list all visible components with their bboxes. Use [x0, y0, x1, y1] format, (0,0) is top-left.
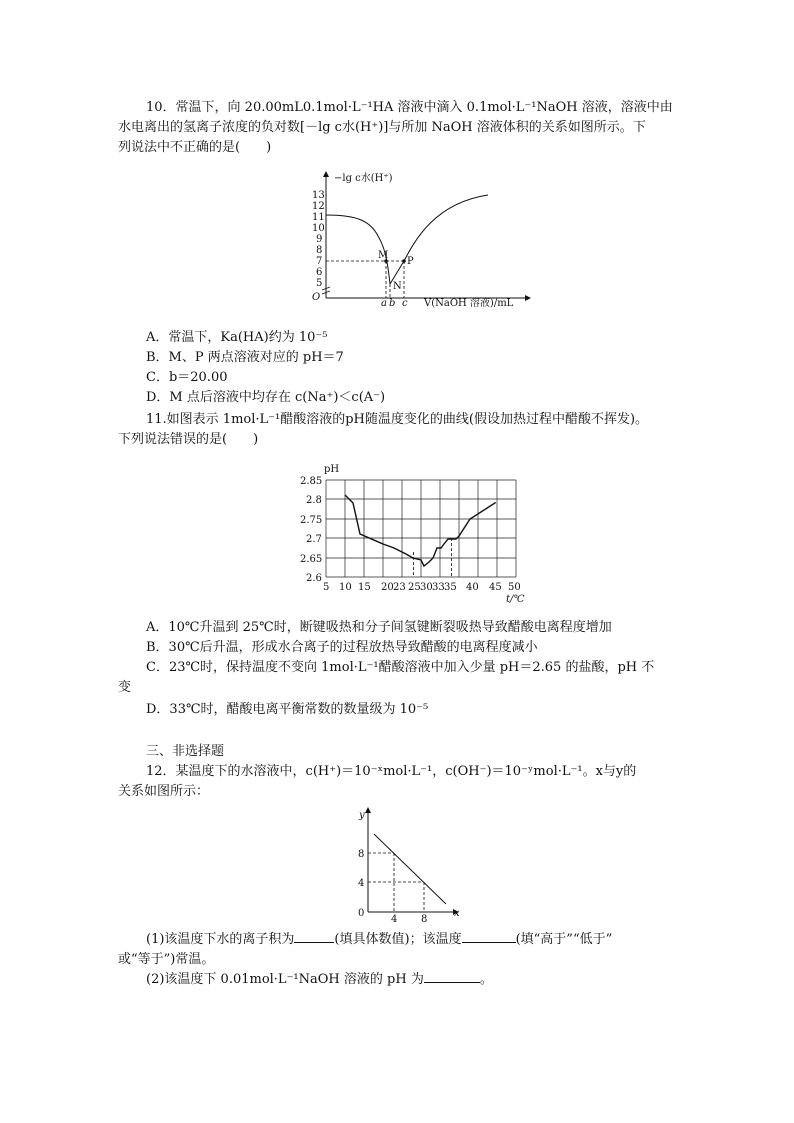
q10-option-c: C．b＝20.00 [146, 370, 228, 385]
label-p: P [407, 256, 414, 267]
q12-sub1-text-b: (填具体数值)；该温度 [334, 932, 462, 947]
q12-line1: 12．某温度下的水溶液中，c(H⁺)＝10⁻ˣmol·L⁻¹，c(OH⁻)＝10⁻ʸmol·L⁻¹。x与y的 [146, 764, 637, 779]
y-tick: 8 [358, 849, 365, 860]
label-n: N [393, 281, 402, 292]
q10-line2: 水电离出的氢离子浓度的负对数[－lg c水(H⁺)]与所加 NaOH 溶液体积的关系如图所示。下 [118, 120, 646, 135]
y-ticks [300, 476, 322, 584]
y-tick: 6 [316, 267, 323, 278]
y-tick: 9 [316, 234, 323, 245]
q12-sub2-text-b: 。 [479, 972, 493, 987]
y-tick: 4 [358, 878, 365, 889]
x-tick: 50 [508, 582, 521, 593]
xy-line [374, 834, 446, 904]
x-axis-label: x [454, 908, 460, 919]
titration-chart [300, 168, 540, 314]
ph-curve [345, 495, 495, 566]
q12-line2: 关系如图所示： [118, 784, 210, 799]
q11-option-c: C．23℃时，保持温度不变向 1mol·L⁻¹醋酸溶液中加入少量 pH＝2.65 的盐酸，pH 不 [146, 660, 655, 675]
q11-option-d: D．33℃时，醋酸电离平衡常数的数量级为 10⁻⁵ [146, 702, 429, 717]
curve-right [404, 195, 488, 261]
q11-line1: 11.如图表示 1mol·L⁻¹醋酸溶液的pH随温度变化的曲线(假设加热过程中醋酸不挥发)。 [146, 412, 649, 427]
answer-blank-ph[interactable] [424, 970, 480, 983]
q10-line1: 10．常温下，向 20.00mL0.1mol·L⁻¹HA 溶液中滴入 0.1mol·L⁻¹NaOH 溶液，溶液中由 [146, 100, 673, 115]
q12-sub2-line [146, 970, 493, 990]
y-tick: 13 [312, 190, 325, 201]
y-tick: 5 [316, 278, 323, 289]
answer-blank-temperature[interactable] [462, 930, 516, 943]
y-axis-label: y [359, 810, 365, 821]
y-axis-label: pH [324, 464, 340, 475]
q12-sub2-text-a: (2)该温度下 0.01mol·L⁻¹NaOH 溶液的 pH 为 [146, 972, 424, 987]
x-tick-a: a [381, 298, 387, 309]
y-tick: 2.75 [300, 515, 323, 526]
grid [326, 480, 516, 577]
origin-label: O [312, 292, 321, 303]
q12-sub1-cont: 或“等于”)常温。 [118, 952, 215, 967]
q10-option-d: D．M 点后溶液中均存在 c(Na⁺)＜c(A⁻) [146, 390, 386, 405]
x-ticks [323, 582, 521, 593]
q12-sub1-line [146, 930, 612, 950]
y-tick: 2.85 [300, 476, 323, 487]
y-ticks [312, 190, 325, 289]
x-tick: 4 [391, 914, 398, 925]
x-tick: 35 [444, 582, 457, 593]
xy-relation-chart [352, 806, 472, 926]
q10-option-a: A．常温下，Ka(HA)约为 10⁻⁵ [146, 330, 328, 345]
q12-sub1-text-c: (填“高于”“低于” [515, 932, 613, 947]
q11-option-b: B．30℃后升温，形成水合离子的过程放热导致醋酸的电离程度减小 [146, 640, 538, 655]
x-axis-label: t/℃ [506, 594, 525, 605]
x-tick-c: c [402, 298, 408, 309]
q10-option-b: B．M、P 两点溶液对应的 pH＝7 [146, 350, 344, 365]
point-p [402, 259, 406, 263]
x-tick: 25 [408, 582, 421, 593]
y-tick: 8 [316, 245, 323, 256]
y-axis-label: −lg c水(H⁺) [334, 173, 393, 184]
q12-sub1-text-a: (1)该温度下水的离子积为 [146, 932, 295, 947]
y-tick: 7 [316, 256, 323, 267]
x-axis-label: V(NaOH 溶液)/mL [424, 298, 514, 309]
x-tick: 5 [323, 582, 330, 593]
x-tick: 23 [393, 582, 406, 593]
x-tick: 33 [432, 582, 445, 593]
ph-temperature-chart [296, 460, 536, 610]
q11-line2: 下列说法错误的是( ) [118, 432, 259, 447]
y-tick: 2.6 [306, 573, 322, 584]
x-tick: 15 [358, 582, 371, 593]
answer-blank-ion-product[interactable] [294, 930, 334, 943]
y-tick: 11 [312, 212, 325, 223]
y-tick: 0 [358, 908, 365, 919]
y-tick: 2.65 [300, 554, 323, 565]
x-tick: 40 [466, 582, 479, 593]
y-tick: 12 [312, 201, 325, 212]
q10-line3: 列说法中不正确的是( ) [118, 140, 272, 155]
section-heading: 三、非选择题 [146, 744, 225, 759]
y-tick: 2.8 [306, 495, 322, 506]
x-tick: 45 [489, 582, 502, 593]
q11-option-a: A．10℃升温到 25℃时，断键吸热和分子间氢键断裂吸热导致醋酸电离程度增加 [146, 620, 612, 635]
y-tick: 10 [312, 223, 325, 234]
q11-option-c-cont: 变 [118, 680, 132, 695]
x-tick: 8 [421, 914, 428, 925]
y-tick: 2.7 [306, 534, 322, 545]
label-m: M [378, 250, 389, 261]
x-tick: 10 [339, 582, 352, 593]
x-tick-b: b [389, 298, 396, 309]
x-tick: 30 [420, 582, 433, 593]
x-tick: 20 [381, 582, 394, 593]
